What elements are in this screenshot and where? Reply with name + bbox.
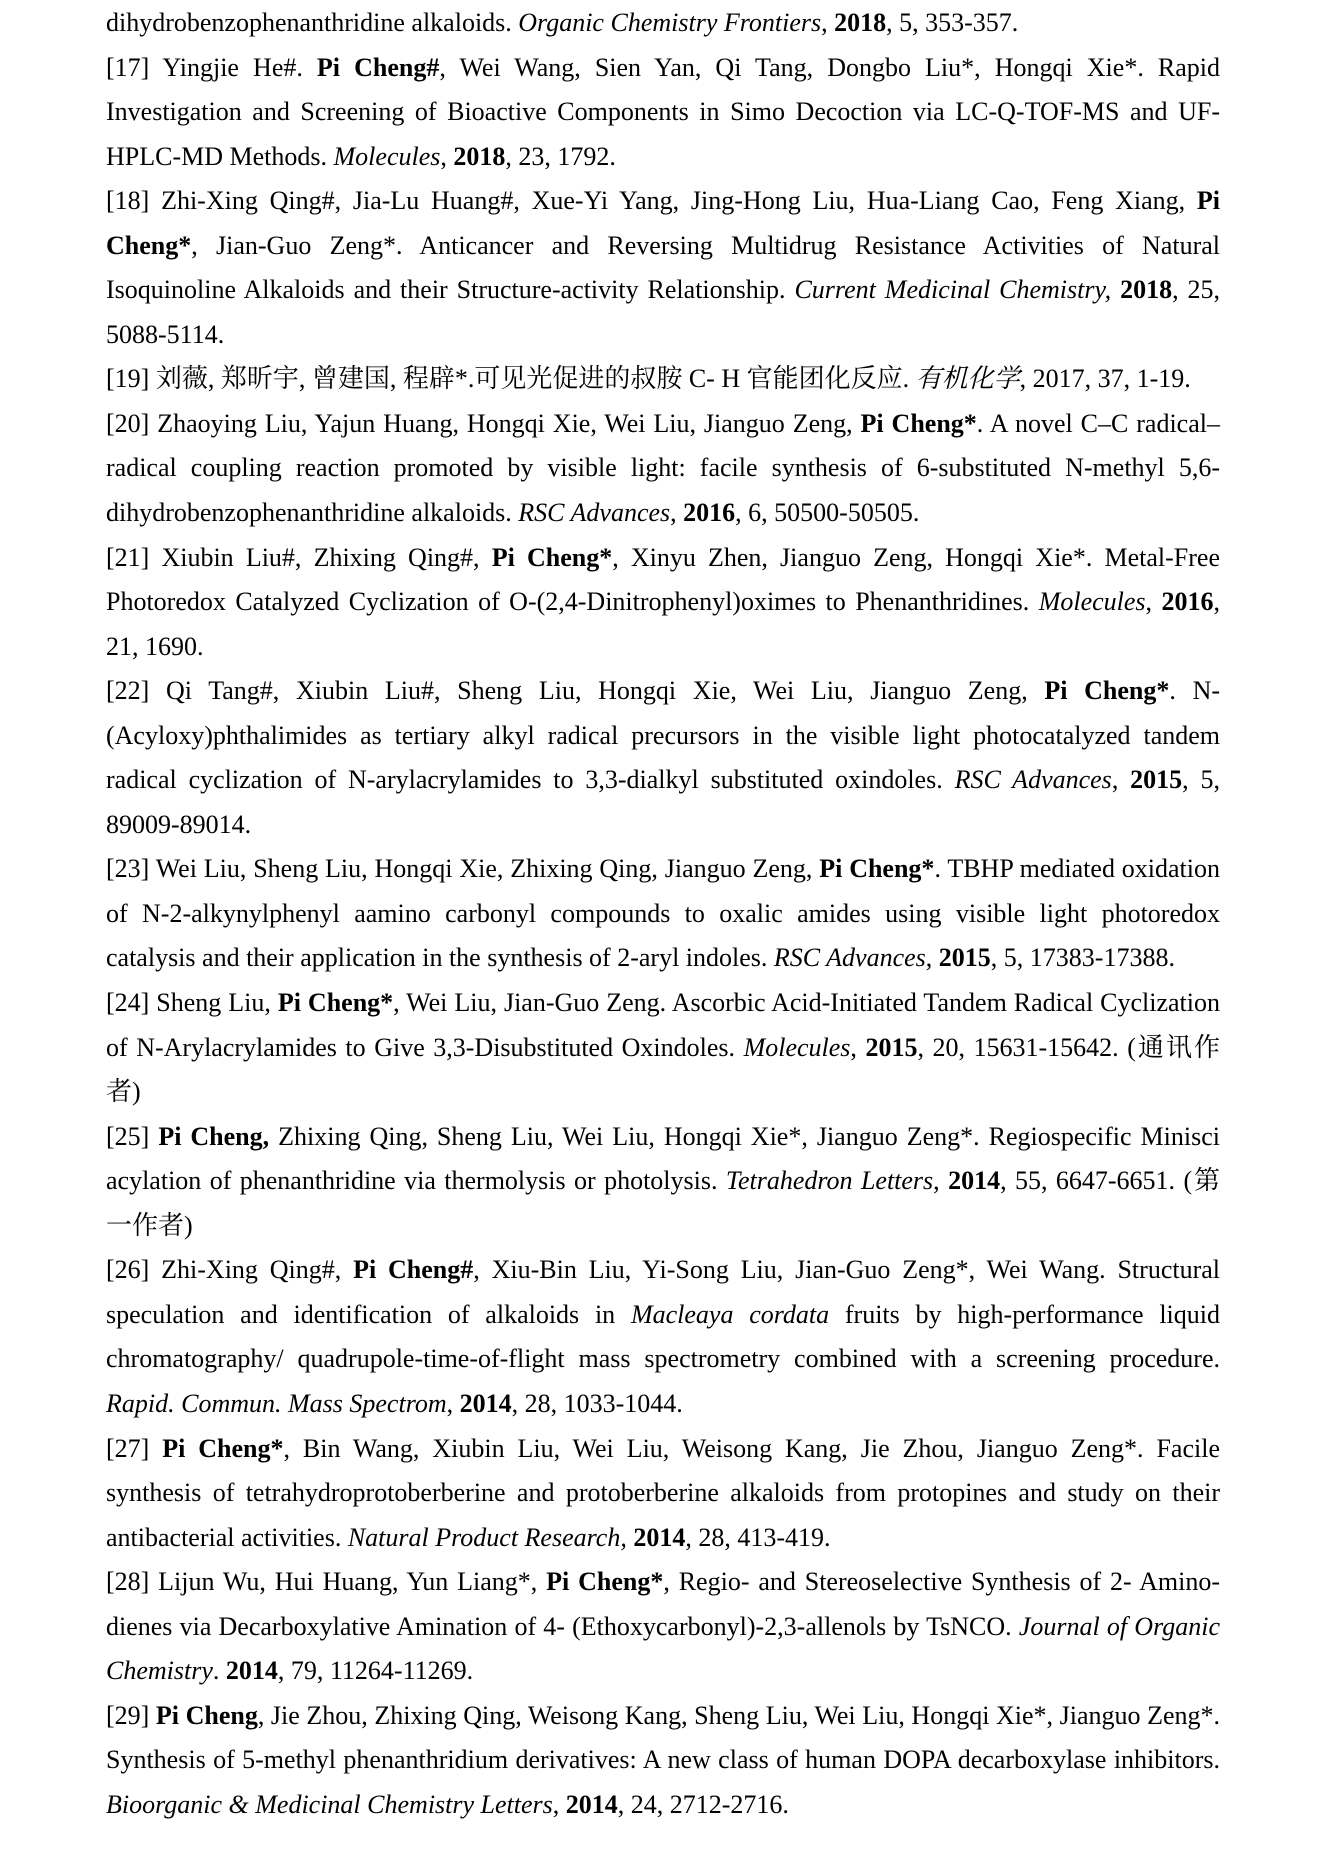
text-segment: , Wei Wang, Sien Yan, Qi Tang, Dongbo Liu*, Hongqi Xie*. Rapid Investigation and Screening of Bioactive Components in Simo Decoction via LC-Q-TOF-MS and UF-HPLC-MD Methods. bbox=[106, 52, 1220, 171]
text-segment: . N-(Acyloxy)phthalimides as tertiary alkyl radical precursors in the visible light photocatalyzed tandem radical cyclization of N-arylacrylamides to 3,3-dialkyl substituted oxindoles. bbox=[106, 676, 1221, 795]
bold-text-segment: Pi Cheng* bbox=[1044, 676, 1170, 706]
italic-text-segment: Rapid. Commun. Mass Spectrom bbox=[106, 1388, 447, 1418]
italic-text-segment: Tetrahedron Letters bbox=[725, 1166, 934, 1196]
bold-text-segment: Pi Cheng* bbox=[162, 1433, 284, 1463]
text-segment: Zhixing Qing, Sheng Liu, Wei Liu, Hongqi Xie*, Jianguo Zeng*. Regiospecific Minisci acylation of phenanthridine via thermolysis or photolysis. bbox=[106, 1121, 1220, 1196]
italic-text-segment: RSC Advances bbox=[773, 943, 926, 973]
text-segment: , bbox=[552, 1789, 566, 1819]
text-segment: , 5, 353-357. bbox=[886, 8, 1019, 37]
text-segment: , 28, 413-419. bbox=[685, 1522, 831, 1552]
reference-paragraph bbox=[106, 536, 1220, 670]
bold-text-segment: 2018 bbox=[834, 8, 887, 37]
text-segment: , Jie Zhou, Zhixing Qing, Weisong Kang, Sheng Liu, Wei Liu, Hongqi Xie*, Jianguo Zeng*. Synthesis of 5-methyl phenanthridium derivatives: A new class of human DOPA decarboxylase inhibitors. bbox=[106, 1700, 1220, 1775]
text-segment: [28] Lijun Wu, Hui Huang, Yun Liang*, bbox=[106, 1567, 547, 1597]
italic-text-segment: Macleaya cordata bbox=[630, 1299, 830, 1329]
text-segment: , bbox=[670, 498, 684, 528]
text-segment: , 23, 1792. bbox=[505, 141, 616, 171]
text-segment: , 21, 1690. bbox=[106, 587, 1221, 661]
reference-paragraph bbox=[106, 847, 1220, 981]
reference-paragraph bbox=[106, 1, 1220, 46]
text-segment: [25] bbox=[106, 1121, 159, 1151]
text-segment: , Bin Wang, Xiubin Liu, Wei Liu, Weisong Kang, Jie Zhou, Jianguo Zeng*. Facile synthesis of tetrahydroprotoberberine and protoberberine alkaloids from protopines and study on their antibacterial activities. bbox=[106, 1433, 1220, 1552]
bold-text-segment: Pi Cheng* bbox=[491, 542, 613, 572]
text-segment: . TBHP mediated oxidation of N-2-alkynylphenyl aamino carbonyl compounds to oxalic amides using visible light photoredox catalysis and their application in the synthesis of 2-aryl indoles. bbox=[106, 854, 1220, 973]
text-segment: , bbox=[933, 1166, 949, 1196]
italic-text-segment: Molecules bbox=[743, 1032, 851, 1062]
bold-text-segment: 2014 bbox=[633, 1522, 686, 1552]
bold-text-segment: 2015 bbox=[865, 1032, 918, 1062]
bold-text-segment: Pi Cheng* bbox=[860, 408, 977, 438]
text-segment: [18] Zhi-Xing Qing#, Jia-Lu Huang#, Xue-Yi Yang, Jing-Hong Liu, Hua-Liang Cao, Feng Xiang, bbox=[106, 186, 1197, 216]
italic-text-segment: Molecules bbox=[1038, 587, 1146, 617]
reference-paragraph bbox=[106, 669, 1220, 847]
text-segment: , 6, 50500-50505. bbox=[735, 498, 920, 528]
text-segment: , 20, 15631-15642. (通讯作者) bbox=[106, 1032, 1220, 1107]
bold-text-segment: 2014 bbox=[565, 1789, 618, 1819]
bold-text-segment: 2016 bbox=[1161, 587, 1214, 617]
text-segment: dihydrobenzophenanthridine alkaloids. bbox=[106, 8, 519, 37]
text-segment: , Xiu-Bin Liu, Yi-Song Liu, Jian-Guo Zeng*, Wei Wang. Structural speculation and identification of alkaloids in bbox=[106, 1255, 1220, 1329]
bold-text-segment: 2015 bbox=[1130, 765, 1183, 795]
reference-paragraph bbox=[106, 402, 1220, 536]
text-segment: [26] Zhi-Xing Qing#, bbox=[106, 1255, 354, 1285]
bold-text-segment: Pi Cheng, bbox=[158, 1121, 270, 1151]
text-segment: , 24, 2712-2716. bbox=[617, 1789, 789, 1819]
bold-text-segment: 2014 bbox=[225, 1656, 278, 1686]
italic-text-segment: Molecules bbox=[333, 141, 441, 171]
italic-text-segment: Journal of Organic Chemistry bbox=[106, 1611, 1220, 1686]
italic-text-segment: Natural Product Research, bbox=[347, 1522, 627, 1552]
reference-paragraph bbox=[106, 1248, 1220, 1426]
text-segment: , Regio- and Stereoselective Synthesis of 2- Amino-dienes via Decarboxylative Amination of 4- (Ethoxycarbonyl)-2,3-allenols by TsNCO. bbox=[106, 1567, 1221, 1641]
bold-text-segment: Pi Cheng* bbox=[546, 1567, 664, 1597]
text-segment: [27] bbox=[106, 1433, 163, 1463]
reference-paragraph bbox=[106, 1427, 1220, 1561]
bold-text-segment: 2014 bbox=[459, 1388, 512, 1418]
text-segment: [21] Xiubin Liu#, Zhixing Qing#, bbox=[106, 542, 492, 572]
text-segment: , 25, 5088-5114. bbox=[106, 275, 1221, 349]
text-segment: , 5, 89009-89014. bbox=[106, 765, 1221, 839]
bold-text-segment: Pi Cheng* bbox=[819, 854, 935, 884]
text-segment: , Jian-Guo Zeng*. Anticancer and Reversing Multidrug Resistance Activities of Natural Isoquinoline Alkaloids and their Structure-activity Relationship. bbox=[106, 230, 1220, 305]
text-segment: [17] Yingjie He#. bbox=[106, 52, 317, 82]
text-segment bbox=[1111, 275, 1120, 304]
text-segment: . A novel C–C radical–radical coupling reaction promoted by visible light: facile synthesis of 6-substituted N-methyl 5,6-dihydrobenzophenanthridine alkaloids. bbox=[106, 408, 1220, 528]
bold-text-segment: 2015 bbox=[938, 943, 991, 973]
text-segment: , 79, 11264-11269. bbox=[277, 1656, 474, 1686]
text-segment: [20] Zhaoying Liu, Yajun Huang, Hongqi Xie, Wei Liu, Jianguo Zeng, bbox=[106, 408, 861, 438]
text-segment: , 5, 17383-17388. bbox=[990, 943, 1175, 973]
text-segment: [24] Sheng Liu, bbox=[106, 988, 278, 1018]
text-segment: , bbox=[440, 141, 454, 171]
italic-text-segment: Bioorganic & Medicinal Chemistry Letters bbox=[106, 1789, 553, 1819]
reference-paragraph bbox=[106, 179, 1220, 357]
text-segment: , bbox=[925, 943, 939, 973]
italic-text-segment: Current Medicinal Chemistry, bbox=[794, 275, 1112, 305]
bold-text-segment: Pi Cheng bbox=[155, 1700, 258, 1730]
text-segment: [22] Qi Tang#, Xiubin Liu#, Sheng Liu, Hongqi Xie, Wei Liu, Jianguo Zeng, bbox=[106, 676, 1045, 706]
bold-text-segment: Pi Cheng# bbox=[316, 52, 440, 82]
text-segment: , 55, 6647-6651. (第一作者) bbox=[106, 1166, 1221, 1240]
text-segment: , Xinyu Zhen, Jianguo Zeng, Hongqi Xie*. Metal-Free Photoredox Catalyzed Cyclization of O-(2,4-Dinitrophenyl)oximes to Phenanthridines. bbox=[106, 542, 1220, 617]
italic-text-segment: 有机化学 bbox=[915, 364, 1020, 394]
text-segment: , bbox=[1145, 587, 1162, 617]
text-segment: fruits by high-performance liquid chromatography/ quadrupole-time-of-flight mass spectrometry combined with a screening procedure. bbox=[106, 1299, 1220, 1374]
reference-paragraph bbox=[106, 1560, 1220, 1694]
italic-text-segment: RSC Advances bbox=[954, 765, 1112, 795]
reference-paragraph bbox=[106, 357, 1220, 402]
italic-text-segment: Organic Chemistry Frontiers bbox=[518, 8, 822, 37]
reference-paragraph bbox=[106, 46, 1220, 180]
text-segment: , bbox=[821, 8, 835, 37]
text-segment: [29] bbox=[106, 1700, 156, 1730]
text-segment: [19] 刘薇, 郑昕宇, 曾建国, 程辟*.可见光促进的叔胺 C- H 官能团化反应. bbox=[106, 364, 916, 394]
reference-paragraph bbox=[106, 981, 1220, 1115]
text-segment: , Wei Liu, Jian-Guo Zeng. Ascorbic Acid-Initiated Tandem Radical Cyclization of N-Arylacrylamides to Give 3,3-Disubstituted Oxindoles. bbox=[106, 988, 1221, 1062]
text-segment: [23] Wei Liu, Sheng Liu, Hongqi Xie, Zhixing Qing, Jianguo Zeng, bbox=[106, 854, 820, 884]
bold-text-segment: 2014 bbox=[948, 1166, 1001, 1196]
bold-text-segment: Pi Cheng* bbox=[277, 988, 394, 1018]
text-segment: , 2017, 37, 1-19. bbox=[1019, 364, 1191, 394]
italic-text-segment: RSC Advances bbox=[518, 498, 671, 528]
bold-text-segment: Pi Cheng# bbox=[353, 1255, 474, 1285]
reference-paragraph bbox=[106, 1115, 1220, 1249]
text-segment: . bbox=[212, 1656, 226, 1686]
reference-paragraph bbox=[106, 1694, 1220, 1828]
text-segment: , bbox=[1111, 765, 1131, 795]
bold-text-segment: Pi Cheng* bbox=[106, 186, 1220, 260]
text-segment: , bbox=[446, 1388, 460, 1418]
bold-text-segment: 2016 bbox=[683, 498, 736, 528]
text-segment: , 28, 1033-1044. bbox=[511, 1388, 683, 1418]
bold-text-segment: 2018 bbox=[453, 141, 506, 171]
text-segment: , bbox=[850, 1032, 866, 1062]
reference-list bbox=[106, 1, 1220, 1827]
bold-text-segment: 2018 bbox=[1120, 275, 1173, 305]
